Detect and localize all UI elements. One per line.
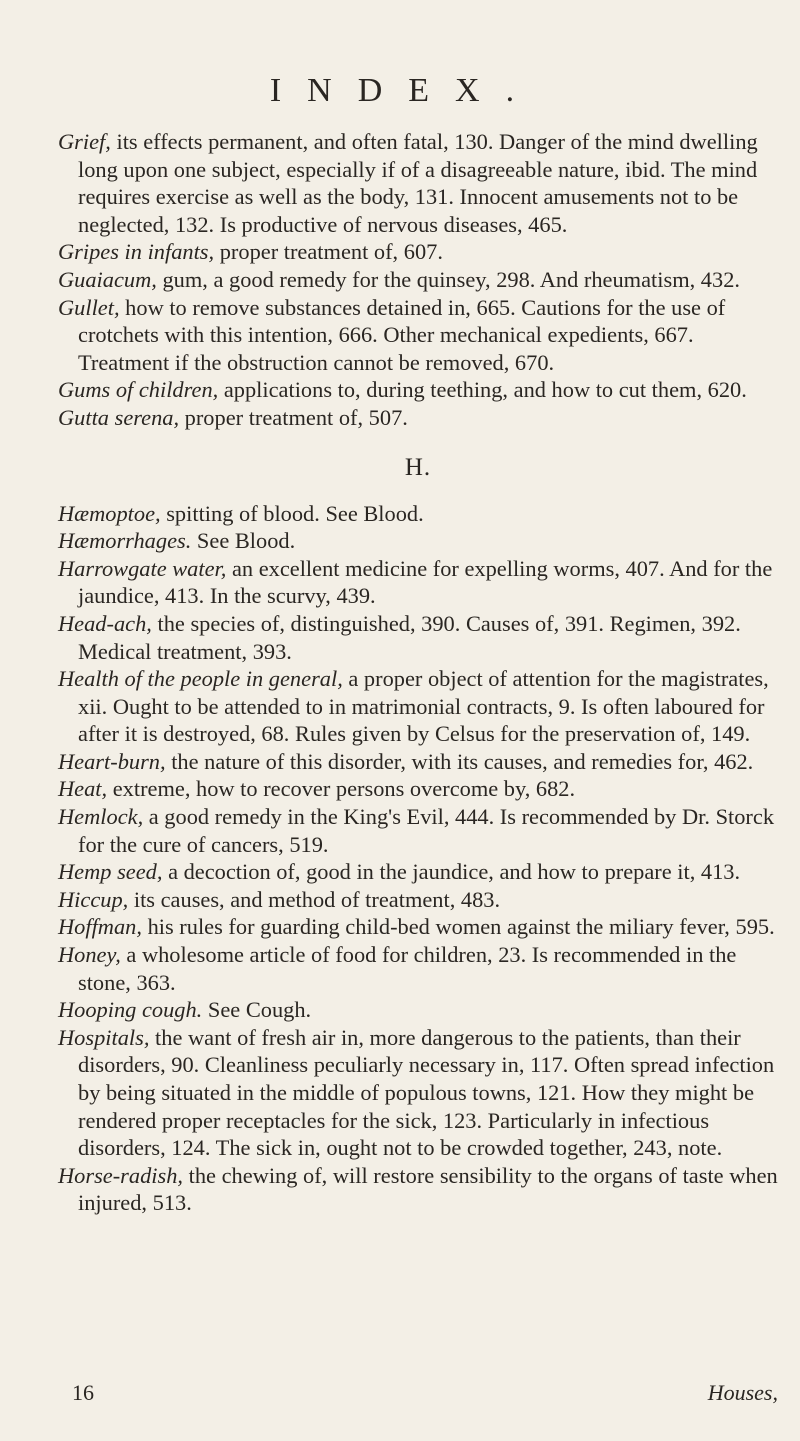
page-header: INDEX. [269,72,541,109]
index-term: Hooping cough. [58,997,203,1023]
index-entry [58,555,778,610]
index-text: his rules for guarding child-bed women against the miliary fever, 595. [141,914,775,940]
index-entry [58,376,778,404]
index-entry [58,610,778,665]
index-text: its effects permanent, and often fatal, 130. Danger of the mind dwelling long upon one subject, especially if of a disagreeable nature, ibid. The mind requires exercise as well as the body, 131. Innocent amusements not to be neglected, 132. Is productive of nervous diseases, 465. [78,129,758,237]
index-term: Hoffman, [58,914,142,940]
index-text: a decoction of, good in the jaundice, and how to prepare it, 413. [162,859,741,885]
index-term: Heart-burn, [58,748,166,774]
index-entry [58,500,778,528]
index-entry [58,775,778,803]
index-entry [58,238,778,266]
index-entry [58,858,778,886]
index-entry [58,748,778,776]
index-term: Horse-radish, [58,1162,184,1188]
index-section-h [58,500,778,1217]
index-text: proper treatment of, 607. [214,239,443,265]
index-section-g [58,128,778,432]
index-text: a proper object of attention for the magistrates, xii. Ought to be attended to in matrimonial contracts, 9. Is often laboured for after it is destroyed, 68. Rules given by Celsus for the preservation of, 149. [78,666,769,747]
index-entry [58,941,778,996]
index-entry [58,404,778,432]
index-text: the chewing of, will restore sensibility to the organs of taste when injured, 513. [78,1162,778,1216]
index-term: Hospitals, [58,1024,150,1050]
index-entry [58,1024,778,1162]
index-entry [58,803,778,858]
index-term: Health of the people in general, [58,666,343,692]
index-term: Hemp seed, [58,859,163,885]
index-term: Hiccup, [58,886,129,912]
index-text: proper treatment of, 507. [179,404,408,430]
signature-mark: 16 [72,1380,94,1405]
index-entry [58,527,778,555]
index-content [58,128,778,1217]
index-entry [58,266,778,294]
index-term: Gums of children, [58,377,219,403]
index-term: Hæmoptoe, [58,500,161,526]
index-term: Hemlock, [58,804,144,830]
index-entry [58,128,778,238]
index-term: Head-ach, [58,610,152,636]
index-text: the want of fresh air in, more dangerous to the patients, than their disorders, 90. Cleanliness peculiarly necessary in, 117. Often spread infection by being situated in the middle of populous towns, 121. How they might be rendered proper receptacles for the sick, 123. Particularly in infectious disorders, 124. The sick in, ought not to be crowded together, 243, note. [78,1024,775,1161]
index-entry [58,913,778,941]
index-text: an excellent medicine for expelling worms, 407. And for the jaundice, 413. In the scurvy, 439. [78,555,773,609]
index-term: Guaiacum, [58,266,157,292]
index-text: applications to, during teething, and how to cut them, 620. [218,377,747,403]
index-term: Grief, [58,129,111,154]
index-entry [58,1162,778,1217]
index-entry [58,665,778,748]
index-term: Gullet, [58,294,120,320]
index-entry [58,886,778,914]
catchword: Houses, [707,1380,778,1405]
index-text: spitting of blood. See Blood. [160,500,424,526]
index-text: See Blood. [191,528,296,554]
index-term: Hæmorrhages. [58,528,192,554]
index-text: a wholesome article of food for children, 23. Is recommended in the stone, 363. [78,942,737,995]
index-term: Gripes in infants, [58,239,215,265]
index-text: See Cough. [202,997,312,1023]
index-text: how to remove substances detained in, 665. Cautions for the use of crotchets with this intention, 666. Other mechanical expedients, 667. Treatment if the obstruction cannot be removed, 670. [78,294,726,375]
index-term: Heat, [58,776,108,802]
index-term: Harrowgate water, [58,555,227,581]
index-text: gum, a good remedy for the quinsey, 298. And rheumatism, 432. [156,266,740,292]
index-text: extreme, how to recover persons overcome by, 682. [107,776,576,802]
index-term: Gutta serena, [58,404,180,430]
index-entry [58,996,778,1024]
index-text: a good remedy in the King's Evil, 444. Is recommended by Dr. Storck for the cure of cancers, 519. [78,804,775,857]
page-footer [58,1380,778,1410]
section-heading-h: H. [404,453,432,481]
index-text: the nature of this disorder, with its causes, and remedies for, 462. [165,748,754,774]
index-entry [58,294,778,377]
index-term: Honey, [58,942,121,968]
index-text: the species of, distinguished, 390. Causes of, 391. Regimen, 392. Medical treatment, 393. [78,610,741,664]
index-text: its causes, and method of treatment, 483. [128,886,501,912]
